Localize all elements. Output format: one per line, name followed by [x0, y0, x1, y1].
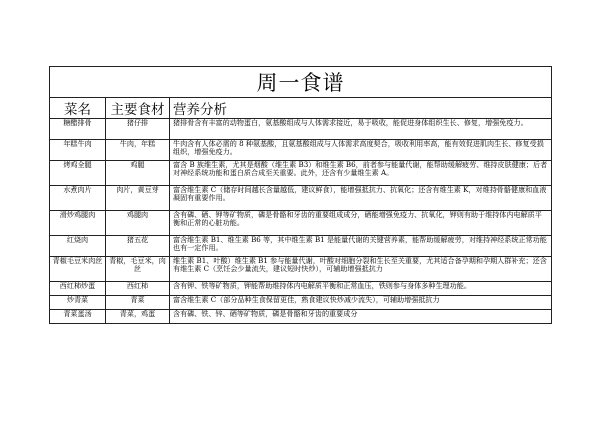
dish-name: 青菜蛋汤	[50, 310, 106, 324]
dish-analysis: 富含维生素 C（储存时间越长含量越低，建议鲜食），能增强抵抗力、抗氧化；还含有维生素 K，对维持骨骼健康和血液凝固有重要作用。	[170, 186, 552, 211]
header-analysis: 营养分析	[170, 98, 552, 119]
dish-name: 红烧肉	[50, 236, 106, 257]
dish-name: 青椒毛豆米肉丝	[50, 257, 106, 282]
dish-ingredients: 肉片，黄豆芽	[106, 186, 170, 211]
dish-analysis: 含有钾、铁等矿物质，钾能帮助维持体内电解质平衡和正常血压，铁则参与身体多种生理功能。	[170, 282, 552, 296]
dish-analysis: 维生素 B1、叶酸）维生素 B1 参与能量代谢，叶酸对细胞分裂和生长至关重要，尤其适合备孕期和孕期人群补充；还含有维生素 C（烹饪会少量流失，建议短时快炒），可辅助增强抵抗力	[170, 257, 552, 282]
dish-ingredients: 西红柿	[106, 282, 170, 296]
menu-table	[49, 66, 552, 324]
header-ingredients: 主要食材	[106, 98, 170, 119]
dish-ingredients: 牛肉，年糕	[106, 140, 170, 161]
dish-ingredients: 猪五花	[106, 236, 170, 257]
dish-name: 烤鸡全腿	[50, 161, 106, 186]
dish-ingredients: 青菜	[106, 296, 170, 310]
table-row	[50, 211, 552, 236]
table-row	[50, 140, 552, 161]
table-row	[50, 296, 552, 310]
header-row	[50, 98, 552, 119]
dish-analysis: 含有磷、铁、锌、硒等矿物质，磷是骨骼和牙齿的重要成分	[170, 310, 552, 324]
title-row	[50, 67, 552, 98]
table-row	[50, 257, 552, 282]
dish-analysis: 富含维生素 C（部分品种生食保留更佳，熟食建议快炒减少流失），可辅助增强抵抗力	[170, 296, 552, 310]
dish-analysis: 含有磷、硒、钾等矿物质，磷是骨骼和牙齿的重要组成成分，硒能增强免疫力、抗氧化，钾则有助于维持体内电解质平衡和正常的心脏功能。	[170, 211, 552, 236]
dish-ingredients: 猪仔排	[106, 119, 170, 140]
table-row	[50, 186, 552, 211]
table-row	[50, 236, 552, 257]
dish-analysis: 富含维生素 B1、维生素 B6 等，其中维生素 B1 是能量代谢的关键营养素，能帮助缓解疲劳，对维持神经系统正常功能也有一定作用。	[170, 236, 552, 257]
dish-name: 滑炒鸡腿肉	[50, 211, 106, 236]
table-row	[50, 310, 552, 324]
dish-name: 年糕牛肉	[50, 140, 106, 161]
dish-name: 水煮肉片	[50, 186, 106, 211]
dish-name: 西红柿炒蛋	[50, 282, 106, 296]
menu-title: 周一食谱	[50, 67, 552, 98]
table-row	[50, 282, 552, 296]
dish-analysis: 猪排骨含有丰富的动物蛋白，氨基酸组成与人体需求接近，易于吸收，能促进身体组织生长、修复，增强免疫力。	[170, 119, 552, 140]
table-row	[50, 161, 552, 186]
dish-name: 糖醋排骨	[50, 119, 106, 140]
menu-document	[49, 66, 551, 347]
dish-ingredients: 鸡腿	[106, 161, 170, 186]
dish-analysis: 牛肉含有人体必需的 8 种氨基酸，且氨基酸组成与人体需求高度契合，吸收利用率高，能有效促进肌肉生长、修复受损组织，增强免疫力。	[170, 140, 552, 161]
dish-analysis: 富含 B 族维生素，尤其是烟酸（维生素 B3）和维生素 B6，前者参与能量代谢，能帮助缓解疲劳、维持皮肤健康；后者对神经系统功能和蛋白质合成至关重要。此外，还含有少量维生素 A。	[170, 161, 552, 186]
header-dish: 菜名	[50, 98, 106, 119]
dish-name: 炒青菜	[50, 296, 106, 310]
dish-ingredients: 青菜，鸡蛋	[106, 310, 170, 324]
table-row	[50, 119, 552, 140]
dish-ingredients: 鸡腿肉	[106, 211, 170, 236]
dish-ingredients: 青椒，毛豆米，肉丝	[106, 257, 170, 282]
